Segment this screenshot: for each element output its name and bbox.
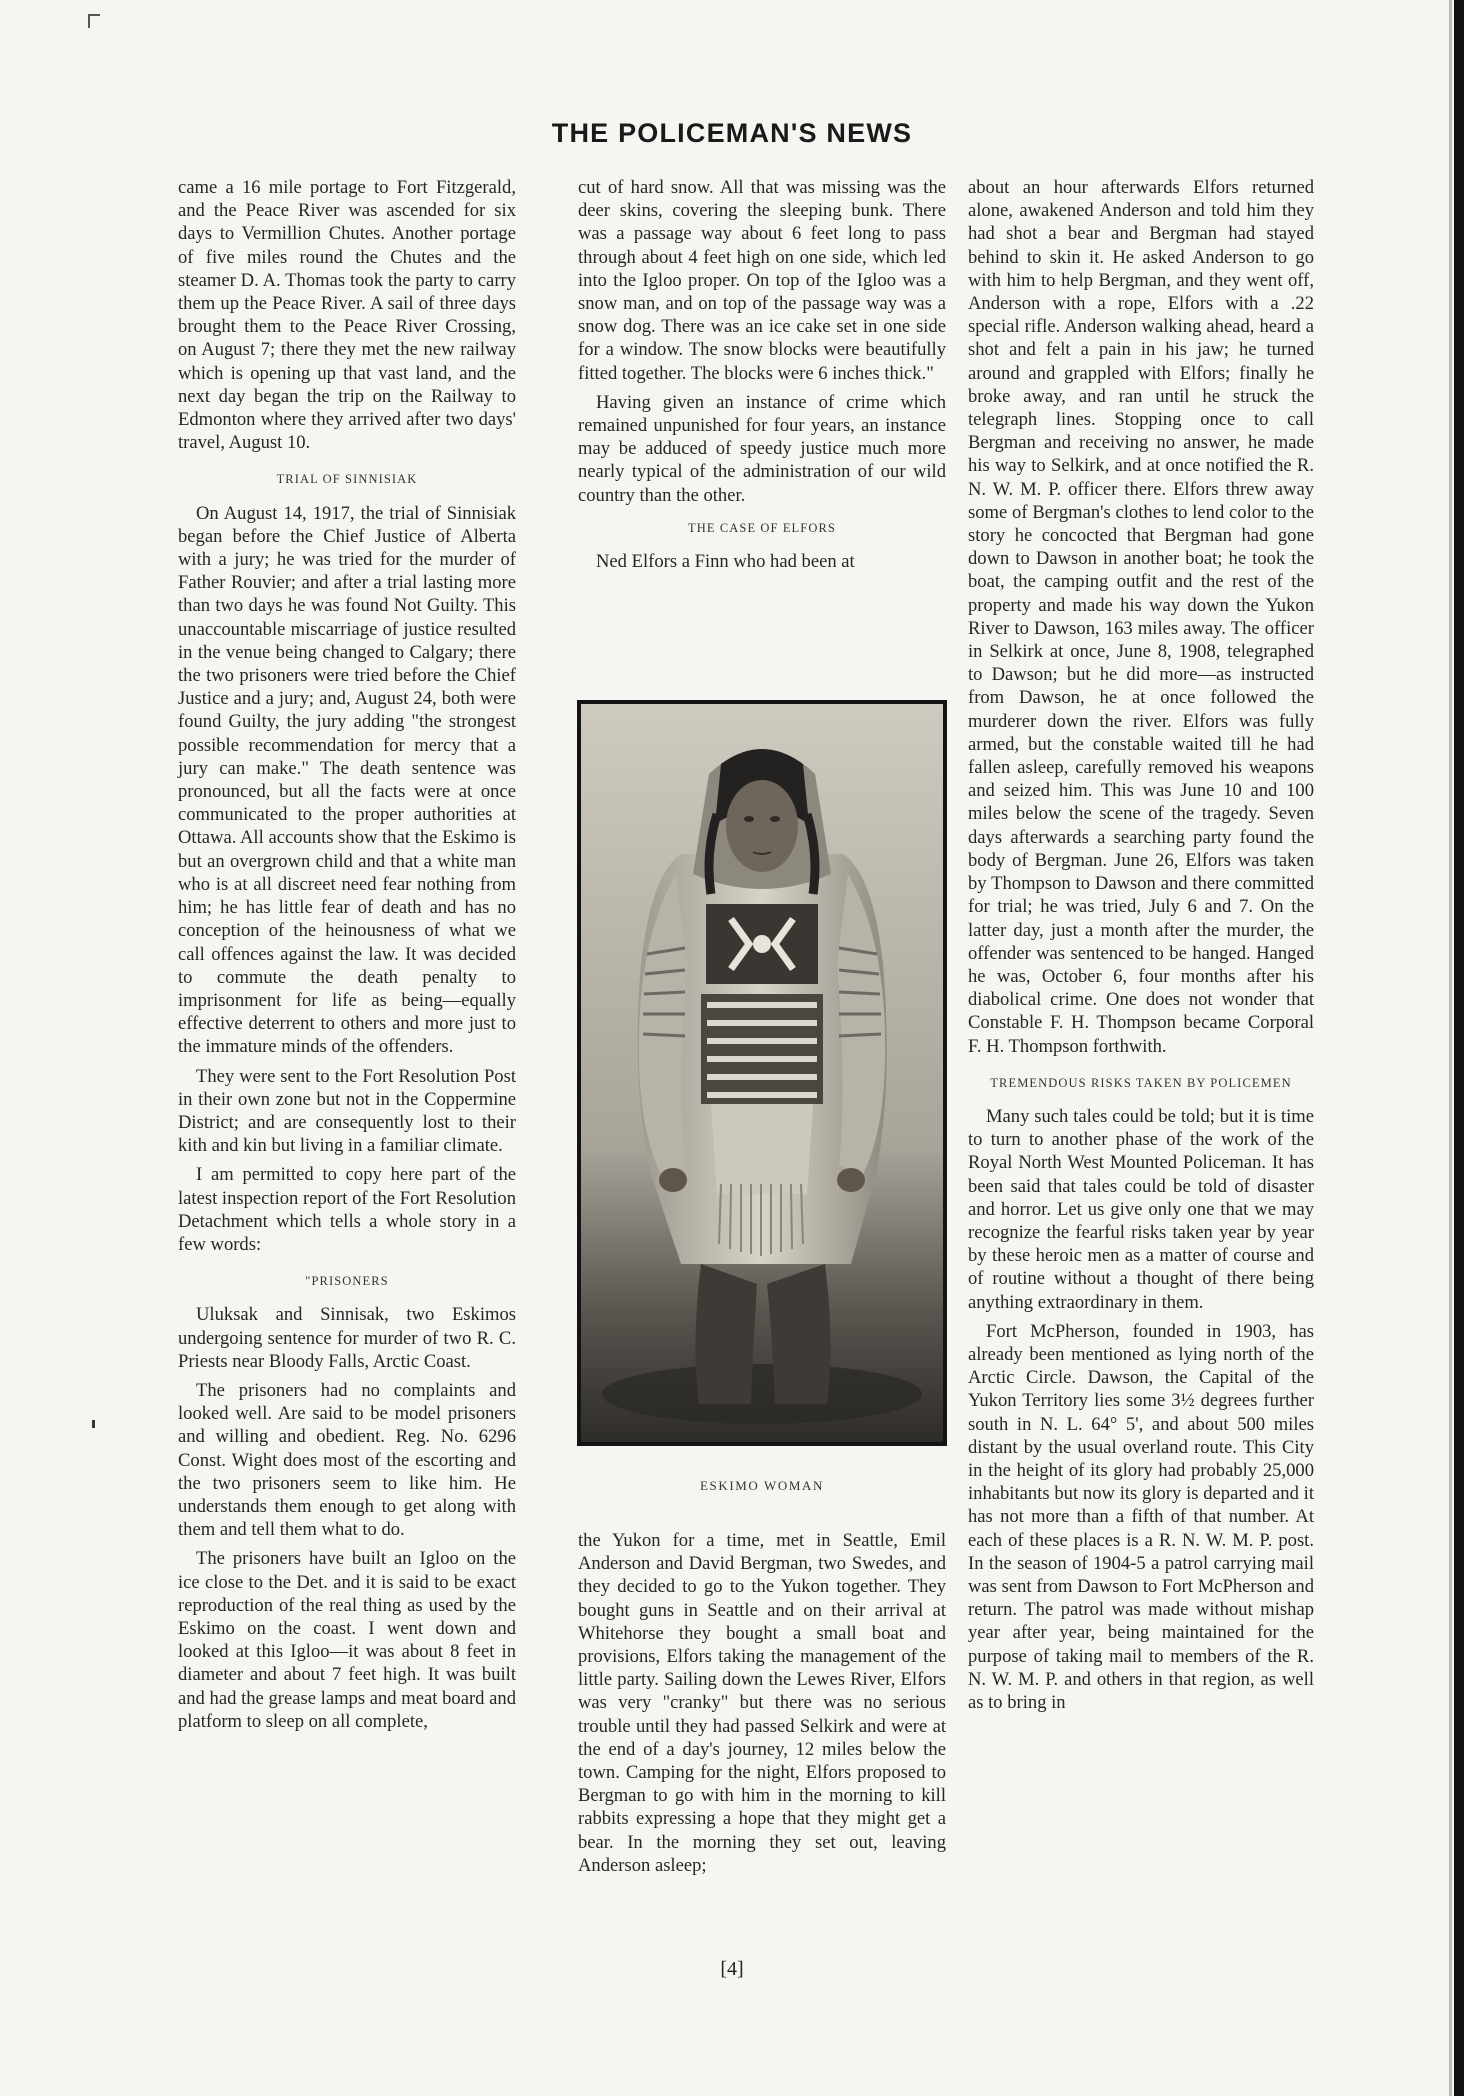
left-column bbox=[178, 176, 516, 1733]
eskimo-woman-illustration bbox=[581, 704, 943, 1442]
middle-paragraph-1: cut of hard snow. All that was missing was the deer skins, covering the sleeping bunk. There was a passage way about 6 feet long to pass through about 4 feet high on one side, which led into the Igloo proper. On top of the Igloo was a snow man, and on top of the passage way was a snow dog. There was an ice cake set in one side for a window. The snow blocks were beautifully fitted together. The blocks were 6 inches thick." bbox=[578, 177, 946, 384]
right-column bbox=[968, 176, 1314, 1714]
right-paragraph-3: Fort McPherson, founded in 1903, has already been mentioned as lying north of the Arctic Circle. Dawson, the Capital of the Yukon Territory lies some 3½ degrees further south in N. L. 64° 5', and about 500 miles distant by the usual overland route. This City in the height of its glory had probably 25,000 inhabitants but now its glory is departed and it has not more than a fifth of that number. At each of these places is a R. N. W. M. P. post. In the season of 1904-5 a patrol carrying mail was sent from Dawson to Fort McPherson and return. The patrol was made without mishap year after year, being maintained for the purpose of taking mail to members of the R. N. W. M. P. and others in that region, as well as to bring in bbox=[968, 1320, 1314, 1713]
eskimo-woman-photo bbox=[577, 700, 947, 1446]
left-paragraph-6: The prisoners had no complaints and looked well. Are said to be model prisoners and willing and obedient. Reg. No. 6296 Const. Wight does most of the escorting and the two prisoners seem to like him. He understands them enough to get along with them and tell them what to do. bbox=[178, 1379, 516, 1541]
left-paragraph-2: On August 14, 1917, the trial of Sinnisiak began before the Chief Justice of Alberta with a jury; he was tried for the murder of Father Rouvier; and after a trial lasting more than two days he was found Not Guilty. This unaccountable miscarriage of justice resulted in the venue being changed to Calgary; there the two prisoners were tried before the Chief Justice and a jury; and, August 24, both were found Guilty, the jury adding "the strongest possible recommendation for mercy that a jury can make." The death sentence was pronounced, but all the facts were at once communicated to the proper authorities at Ottawa. All accounts show that the Eskimo is but an overgrown child and that a white man who is at all discreet need fear nothing from him; he has little fear of death and has no conception of the heinousness of what we call offences against the law. It was decided to commute the death penalty to imprisonment for life as being—equally effective deterrent to others and more just to the immature minds of the offenders. bbox=[178, 502, 516, 1058]
middle-paragraph-2: Having given an instance of crime which remained unpunished for four years, an instance may be adduced of speedy justice much more nearly typical of the administration of our wild country than the other. bbox=[578, 391, 946, 506]
middle-paragraph-3: Ned Elfors a Finn who had been at bbox=[596, 551, 855, 573]
scan-edge-line bbox=[1449, 0, 1452, 2096]
heading-tremendous-risks: TREMENDOUS RISKS TAKEN BY POLICEMEN bbox=[990, 1075, 1292, 1090]
corner-mark bbox=[88, 14, 100, 28]
page-title: THE POLICEMAN'S NEWS bbox=[551, 118, 913, 148]
left-paragraph-5: Uluksak and Sinnisak, two Eskimos undergoing sentence for murder of two R. C. Priests near Bloody Falls, Arctic Coast. bbox=[178, 1304, 516, 1372]
middle-paragraph-4: the Yukon for a time, met in Seattle, Emil Anderson and David Bergman, two Swedes, and they decided to go to the Yukon together. They bought guns in Seattle and on their arrival at Whitehorse they bought a small boat and provisions, Elfors taking the management of the little party. Sailing down the Lewes River, Elfors was very "cranky" but there was no serious trouble until they had passed Selkirk and were at the end of a day's journey, 12 miles below the town. Camping for the night, Elfors proposed to Bergman to go with him in the morning to kill rabbits expressing a hope that they might get a bear. In the morning they set out, leaving Anderson asleep; bbox=[578, 1530, 946, 1876]
right-paragraph-1: about an hour afterwards Elfors returned alone, awakened Anderson and told him they had shot a bear and Bergman had stayed behind to skin it. He asked Anderson to go with him to help Bergman, and they went off, Anderson with a rope, Elfors with a .22 special rifle. Anderson walking ahead, heard a shot and felt a pain in his jaw; he turned around and grappled with Elfors; finally he broke away, and ran until he struck the telegraph lines. Stopping once to call Bergman and receiving no answer, he made his way to Selkirk, and at once notified the R. N. W. M. P. officer there. Elfors threw away some of Bergman's clothes to lend color to the story he concocted that Bergman had gone down to Dawson in another boat; he took the boat, the camping outfit and the rest of the property and made his way down the Yukon River to Dawson, 163 miles away. The officer in Selkirk at once, June 8, 1908, telegraphed to Dawson; but he did more—as instructed from Dawson, he at once followed the murderer down the river. Elfors was fully armed, but the constable waited till he had fallen asleep, carefully removed his weapons and seized him. This was June 10 and 100 miles below the scene of the tragedy. Seven days afterwards a searching party found the body of Bergman. June 26, Elfors was taken by Thompson to Dawson and there committed for trial; he was tried, July 6 and 7. On the latter day, just a month after the murder, the offender was sentenced to be hanged. Hanged he was, October 6, four months after his diabolical crime. One does not wonder that Constable F. H. Thompson became Corporal F. H. Thompson forthwith. bbox=[968, 177, 1314, 1057]
photo-caption: ESKIMO WOMAN bbox=[699, 1478, 825, 1493]
middle-column-top bbox=[578, 176, 946, 573]
heading-case-of-elfors: THE CASE OF ELFORS bbox=[688, 520, 836, 535]
middle-column-bottom bbox=[578, 1529, 946, 1877]
right-paragraph-2: Many such tales could be told; but it is time to turn to another phase of the work of the Royal North West Mounted Policeman. It has been said that tales could be told of disaster and horror. Let us give only one that we may recognize the fearful risks taken year by year by these heroic men as a matter of course and of routine without a thought of there being anything extraordinary in them. bbox=[968, 1105, 1314, 1313]
heading-trial-of-sinnisiak: TRIAL OF SINNISIAK bbox=[276, 472, 418, 487]
page-number: [4] bbox=[720, 1958, 744, 1980]
left-paragraph-3: They were sent to the Fort Resolution Post in their own zone but not in the Coppermine District; and are consequently lost to their kith and kin but living in a familiar climate. bbox=[178, 1065, 516, 1157]
left-paragraph-4: I am permitted to copy here part of the latest inspection report of the Fort Resolution Detachment which tells a whole story in a few words: bbox=[178, 1164, 516, 1255]
left-paragraph-7: The prisoners have built an Igloo on the ice close to the Det. and it is said to be exact reproduction of the real thing as used by the Eskimo on the coast. I went down and looked at this Igloo—it was about 8 feet in diameter and about 7 feet high. It was built and had the grease lamps and meat board and platform to sleep on all complete, bbox=[178, 1548, 516, 1732]
heading-prisoners: "PRISONERS bbox=[305, 1274, 389, 1289]
left-paragraph-1: came a 16 mile portage to Fort Fitzgerald, and the Peace River was ascended for six days to Vermillion Chutes. Another portage of five miles round the Chutes and the steamer D. A. Thomas took the party to carry them up the Peace River. A sail of three days brought them to the Peace River Crossing, on August 7; there they met the new railway which is opening up that vast land, and the next day began the trip on the Railway to Edmonton where they arrived after two days' travel, August 10. bbox=[178, 177, 516, 454]
stray-mark bbox=[92, 1420, 95, 1428]
scan-edge bbox=[1454, 0, 1464, 2096]
